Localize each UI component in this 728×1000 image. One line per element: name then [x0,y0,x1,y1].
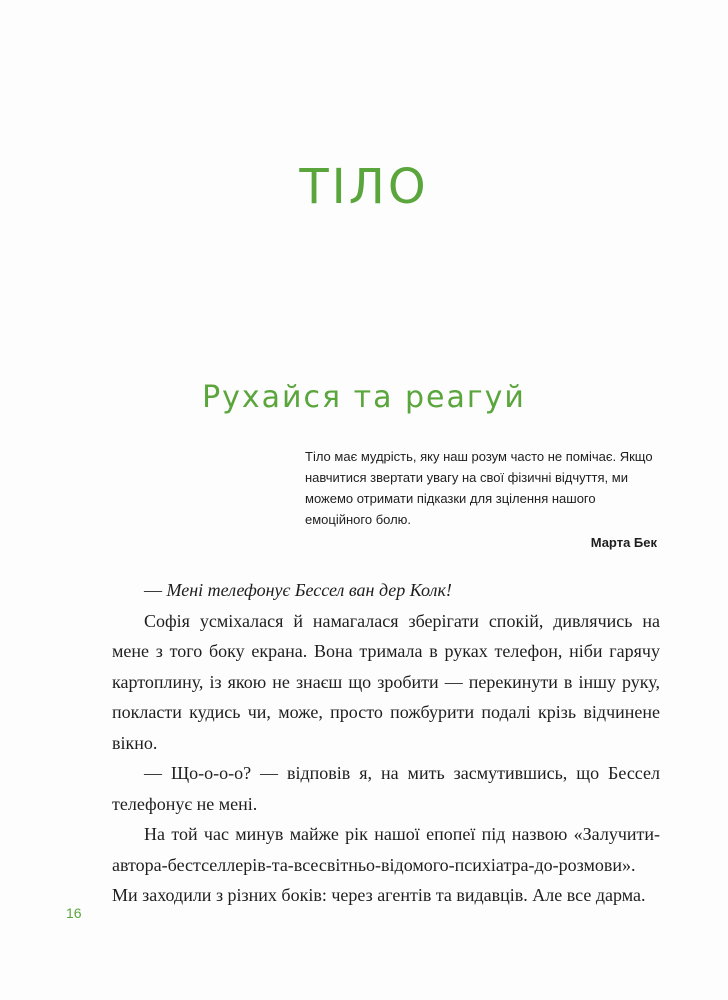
dialogue-dash: — [144,580,167,600]
dialogue-italic: Мені телефонує Бессел ван дер Колк! [166,580,452,600]
paragraph-2: Софія усміхалася й намагалася зберігати спокій, дивлячись на мене з того боку екрана. Вона тримала в руках телефон, ніби гарячу картоплину, із якою не знаєш що зробити — перекинути в іншу руку, покласти кудись чи, може, просто пожбурити подалі крізь відчинене вікно. [112,610,660,753]
body-text [112,575,660,911]
epigraph [305,446,657,553]
paragraph-dialogue-3: — Що-о-о-о? — відповів я, на мить засмутившись, що Бессел телефонує не мені. [112,763,660,814]
paragraph-4: На той час минув майже рік нашої епопеї під назвою «Залучити-автора-бестселлерів-та-всесвітньо-відомого-психіатра-до-розмови». Ми заходили з різних боків: через агентів та видавців. Але все дарма. [112,824,660,905]
epigraph-text: Тіло має мудрість, яку наш розум часто не помічає. Якщо навчитися звертати увагу на свої фізичні відчуття, ми можемо отримати підказки для зцілення нашого емоційного болю. [305,449,653,527]
paragraph-dialogue-1 [112,575,660,606]
epigraph-author: Марта Бек [590,535,657,550]
section-title: Рухайся та реагуй [202,380,526,415]
chapter-title: ТІЛО [299,159,429,215]
page-number: 16 [66,905,82,921]
